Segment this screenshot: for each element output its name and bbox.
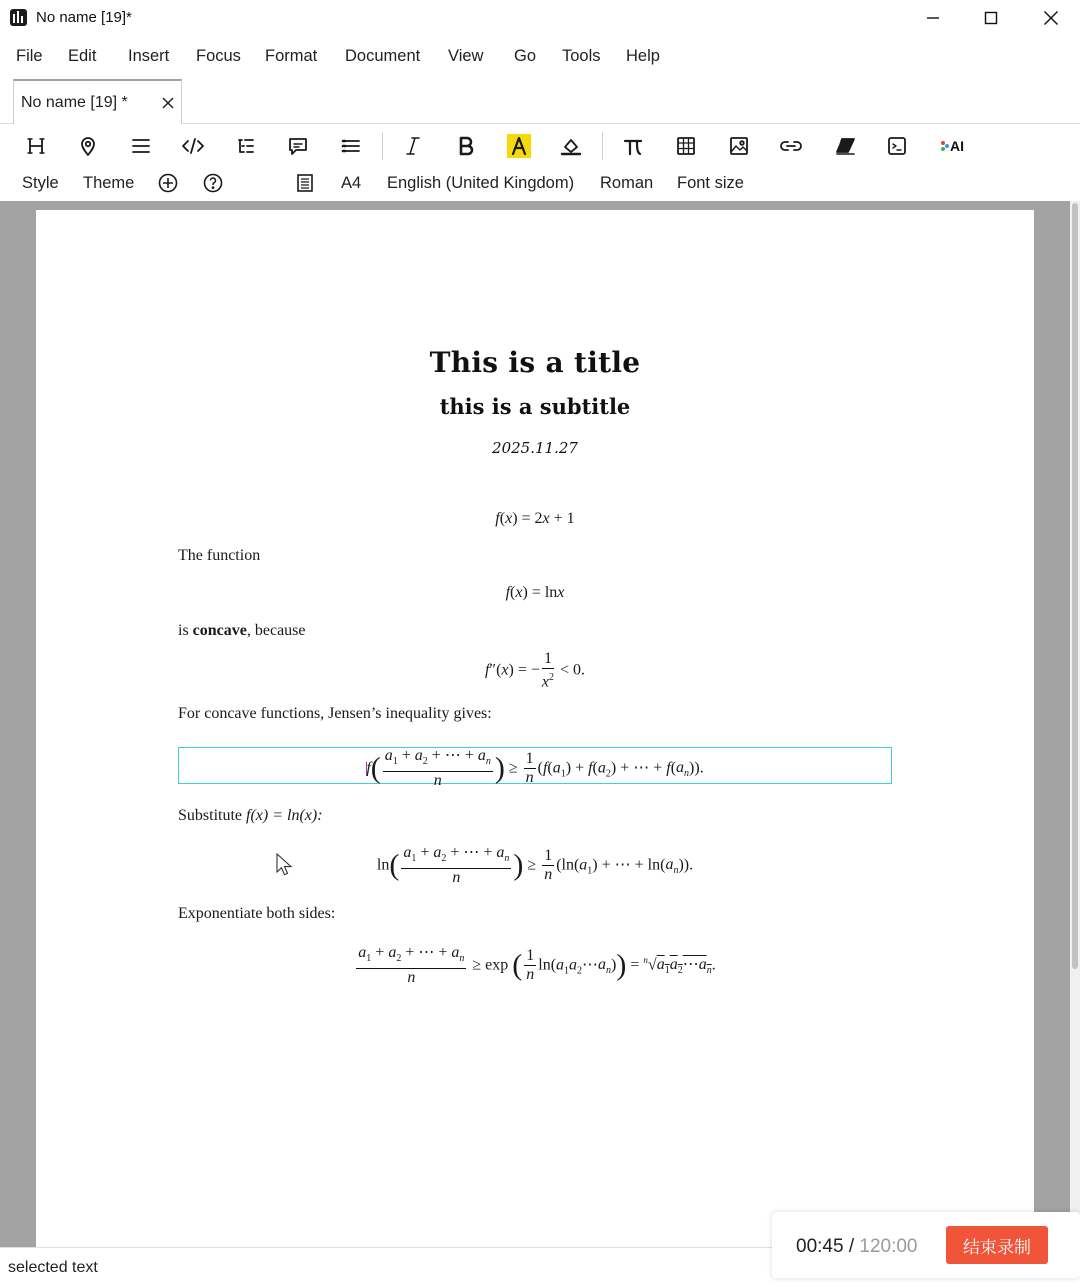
recording-timer	[796, 1236, 918, 1258]
bold-button[interactable]	[451, 132, 481, 160]
eraser-icon	[834, 135, 856, 157]
list-button[interactable]	[126, 132, 156, 160]
fill-color-button[interactable]	[556, 132, 586, 160]
app-icon	[10, 9, 27, 26]
menu-tools[interactable]: Tools	[562, 47, 601, 65]
code-button[interactable]	[178, 132, 208, 160]
menu-insert[interactable]: Insert	[128, 47, 170, 65]
menu-edit[interactable]: Edit	[68, 47, 97, 65]
paragraph-exponentiate: Exponentiate both sides:	[178, 905, 336, 922]
text-substitute-math: f(x) = ln(x):	[246, 807, 323, 824]
image-button[interactable]	[724, 132, 754, 160]
terminal-icon	[886, 135, 908, 157]
equation-jensen[interactable]: f( $\frac{a_1 + a_2 + \cdots + a_n}{n}$ ) ≥ $\frac{1}{n}$ ($f(a_1) + f(a_2)$ + ⋯ + $f(a_n)$).	[366, 747, 704, 790]
recording-panel	[772, 1212, 1080, 1278]
maximize-button[interactable]	[962, 0, 1020, 36]
elapsed-time: 00:45	[796, 1236, 844, 1257]
outline-button[interactable]	[231, 132, 261, 160]
equation-linear[interactable]: f(x) = 2x + 1	[495, 510, 575, 527]
close-tab-icon[interactable]	[161, 96, 175, 110]
tree-list-icon	[235, 135, 257, 157]
paper-size-dropdown[interactable]: A4	[341, 174, 362, 192]
style-dropdown[interactable]: Style	[22, 174, 59, 192]
heading-button[interactable]	[21, 132, 51, 160]
paragraph-function: The function	[178, 547, 261, 564]
document-date: 2025.11.27	[492, 439, 578, 457]
font-size-dropdown[interactable]: Font size	[677, 174, 744, 192]
align-icon	[340, 135, 362, 157]
page-setup-button[interactable]	[294, 172, 316, 194]
document-page[interactable]	[36, 210, 1034, 1247]
paragraph-substitute	[178, 807, 323, 825]
toolbar-separator	[382, 132, 383, 160]
paragraph-jensen: For concave functions, Jensen’s inequality gives:	[178, 705, 492, 722]
close-icon	[1043, 10, 1059, 26]
close-window-button[interactable]	[1022, 0, 1080, 36]
plus-circle-icon	[158, 173, 178, 193]
bold-icon	[455, 135, 477, 157]
ai-icon	[940, 140, 950, 152]
minimize-button[interactable]	[904, 0, 962, 36]
table-icon	[675, 135, 697, 157]
menu-go[interactable]: Go	[514, 47, 537, 65]
total-time: 120:00	[859, 1236, 918, 1257]
time-separator: /	[843, 1236, 860, 1257]
equation-second-derivative[interactable]: f″(x) = − $\frac{1}{x^2}$ < 0.	[484, 650, 586, 691]
list-icon	[130, 135, 152, 157]
maximize-icon	[984, 11, 998, 25]
link-icon	[779, 135, 803, 157]
location-pin-icon	[77, 135, 99, 157]
location-button[interactable]	[73, 132, 103, 160]
theme-dropdown[interactable]: Theme	[83, 174, 135, 192]
document-canvas[interactable]	[0, 201, 1080, 1247]
table-button[interactable]	[671, 132, 701, 160]
document-title: This is a title	[429, 346, 641, 379]
menu-view[interactable]: View	[448, 47, 484, 65]
help-circle-icon	[203, 173, 223, 193]
language-dropdown[interactable]: English (United Kingdom)	[387, 174, 575, 192]
paint-bucket-icon	[560, 135, 582, 157]
equation-am-gm[interactable]: $\frac{a_1 + a_2 + \cdots + a_n}{n}$ ≥ exp ( $\frac{1}{n}$ $\ln(a_1a_2\cdots a_n)$) = $^n√a_1a_2\cdots a_n$.	[358, 944, 716, 987]
ai-label: AI	[950, 138, 964, 154]
terminal-button[interactable]	[882, 132, 912, 160]
toolbar-separator	[602, 132, 603, 160]
equation-log-inequality[interactable]: ln( $\frac{a_1 + a_2 + \cdots + a_n}{n}$ ) ≥ $\frac{1}{n}$ ($\ln(a_1)$ + ⋯ + $\ln(a_n)$).	[376, 844, 694, 887]
tab-document[interactable]	[13, 79, 182, 124]
menu-help[interactable]: Help	[626, 47, 660, 65]
equation-ln[interactable]: f(x) = lnx	[505, 584, 565, 601]
math-button[interactable]	[618, 132, 648, 160]
toolbar	[0, 124, 1080, 168]
highlight-button[interactable]	[504, 132, 534, 160]
comment-button[interactable]	[283, 132, 313, 160]
menu-format[interactable]: Format	[265, 47, 318, 65]
image-icon	[728, 135, 750, 157]
comment-icon	[287, 135, 309, 157]
link-button[interactable]	[776, 132, 806, 160]
paragraph-concave	[178, 622, 306, 640]
font-family-dropdown[interactable]: Roman	[600, 174, 654, 192]
text-concave: concave	[192, 622, 247, 639]
menu-bar	[0, 36, 1080, 76]
text-because: , because	[246, 622, 306, 639]
ai-button[interactable]	[935, 132, 969, 160]
align-button[interactable]	[336, 132, 366, 160]
window-title: No name [19]*	[36, 9, 132, 26]
document-subtitle: this is a subtitle	[439, 394, 631, 419]
italic-icon	[402, 135, 424, 157]
vertical-scrollbar[interactable]	[1070, 201, 1080, 1247]
menu-file[interactable]: File	[16, 47, 43, 65]
document-icon	[295, 173, 315, 193]
text-substitute: Substitute	[178, 807, 243, 824]
mouse-pointer-icon	[276, 853, 294, 877]
tab-label: No name [19] *	[21, 94, 128, 111]
tab-bar	[0, 76, 1080, 124]
italic-button[interactable]	[398, 132, 428, 160]
scrollbar-thumb[interactable]	[1072, 203, 1078, 969]
add-button[interactable]	[157, 172, 179, 194]
eraser-button[interactable]	[830, 132, 860, 160]
menu-focus[interactable]: Focus	[196, 47, 241, 65]
text-is: is	[178, 622, 193, 639]
status-text: selected text	[8, 1259, 98, 1276]
minimize-icon	[926, 11, 940, 25]
pi-icon	[622, 135, 644, 157]
style-bar	[0, 168, 1080, 200]
code-icon	[181, 135, 205, 157]
help-button[interactable]	[202, 172, 224, 194]
highlight-icon	[507, 134, 531, 158]
heading-icon	[25, 135, 47, 157]
stop-recording-button[interactable]: 结束录制	[946, 1226, 1048, 1264]
menu-document[interactable]: Document	[345, 47, 421, 65]
title-bar	[0, 0, 1080, 36]
